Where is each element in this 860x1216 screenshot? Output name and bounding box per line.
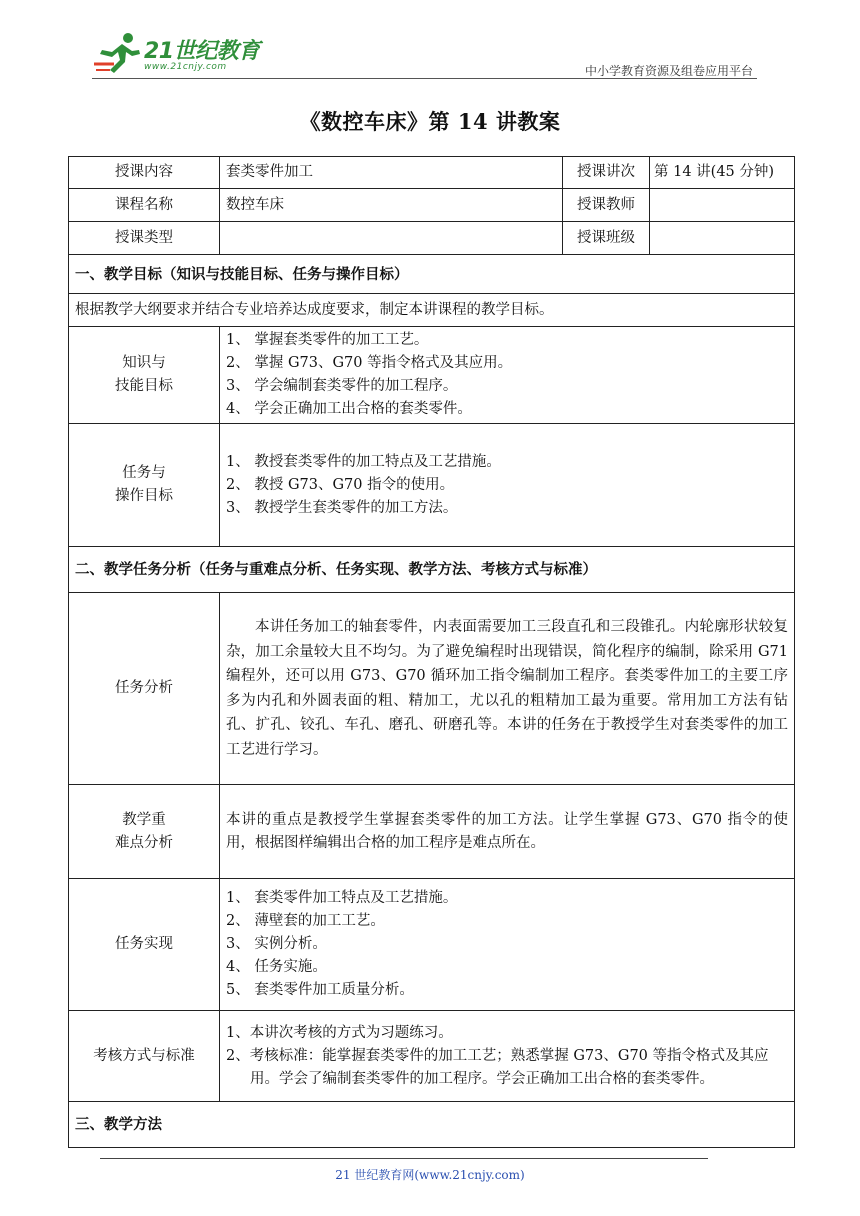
list-item: 1、 套类零件加工特点及工艺措施。 <box>226 890 458 906</box>
list-item: 3、 学会编制套类零件的加工程序。 <box>226 378 458 394</box>
assessment-list <box>226 1022 788 1091</box>
list-item: 1、本讲次考核的方式为习题练习。 <box>226 1024 453 1041</box>
platform-name: 中小学教育资源及组卷应用平台 <box>584 64 753 78</box>
info-label: 授课类型 <box>69 222 220 255</box>
logo <box>92 30 292 78</box>
key-points-row <box>69 785 795 879</box>
info-value <box>220 222 563 255</box>
info-value: 第 14 讲(45 分钟) <box>650 157 795 189</box>
label-line: 知识与 <box>122 355 166 371</box>
page-header <box>92 30 757 80</box>
task-goal-content <box>220 424 795 547</box>
section2-heading: 二、教学任务分析（任务与重难点分析、任务实现、教学方法、考核方式与标准） <box>69 547 795 593</box>
task-goal-row <box>69 424 795 547</box>
implementation-content <box>220 879 795 1011</box>
label-line: 任务与 <box>122 465 166 481</box>
list-item: 2、 掌握 G73、G70 等指令格式及其应用。 <box>226 355 513 371</box>
info-label: 授课讲次 <box>563 157 650 189</box>
section1-heading: 一、教学目标（知识与技能目标、任务与操作目标） <box>69 255 795 294</box>
info-row <box>69 222 795 255</box>
task-analysis-label: 任务分析 <box>69 593 220 785</box>
list-item: 4、 学会正确加工出合格的套类零件。 <box>226 401 472 417</box>
assessment-content <box>220 1011 795 1102</box>
info-label: 授课内容 <box>69 157 220 189</box>
task-goal-label <box>69 424 220 547</box>
section3-heading: 三、教学方法 <box>69 1102 795 1148</box>
label-line: 难点分析 <box>115 834 173 851</box>
info-value <box>650 222 795 255</box>
list-item: 2、 薄壁套的加工工艺。 <box>226 913 385 929</box>
lesson-plan-table <box>68 156 795 1148</box>
page-title: 《数控车床》第 14 讲教案 <box>299 109 561 134</box>
knowledge-goal-list <box>226 329 788 421</box>
section-heading-row <box>69 1102 795 1148</box>
list-item: 3、 实例分析。 <box>226 936 327 952</box>
knowledge-goal-label <box>69 327 220 424</box>
label-line: 技能目标 <box>115 378 173 394</box>
info-value: 套类零件加工 <box>220 157 563 189</box>
assessment-row <box>69 1011 795 1102</box>
knowledge-goal-row <box>69 327 795 424</box>
list-item: 2、 教授 G73、G70 指令的使用。 <box>226 476 455 493</box>
footer-text: 21 世纪教育网(www.21cnjy.com) <box>335 1168 525 1182</box>
intro-row <box>69 294 795 327</box>
task-goal-list <box>226 451 788 520</box>
list-item: 1、 掌握套类零件的加工工艺。 <box>226 332 429 348</box>
info-row <box>69 189 795 222</box>
knowledge-goal-content <box>220 327 795 424</box>
task-analysis-row <box>69 593 795 785</box>
section-heading-row <box>69 255 795 294</box>
runner-logo-icon <box>92 30 144 76</box>
header-divider <box>92 78 757 79</box>
footer-divider <box>100 1158 708 1159</box>
list-item: 4、 任务实施。 <box>226 959 327 975</box>
logo-text: 21世纪教育 <box>144 39 260 64</box>
implementation-label: 任务实现 <box>69 879 220 1011</box>
section-heading-row <box>69 547 795 593</box>
assessment-label: 考核方式与标准 <box>69 1011 220 1102</box>
key-points-text: 本讲的重点是教授学生掌握套类零件的加工方法。让学生掌握 G73、G70 指令的使用，根据图样编辑出合格的加工程序是难点所在。 <box>220 785 795 879</box>
section1-intro: 根据教学大纲要求并结合专业培养达成度要求，制定本讲课程的教学目标。 <box>69 294 795 327</box>
list-item: 1、 教授套类零件的加工特点及工艺措施。 <box>226 453 501 470</box>
implementation-row <box>69 879 795 1011</box>
task-analysis-text: 本讲任务加工的轴套零件，内表面需要加工三段直孔和三段锥孔。内轮廓形状较复杂，加工余量较大且不均匀。为了避免编程时出现错误，简化程序的编制，除采用 G71 编程外，还可以用 G73、G70 循环加工指令编制加工程序。套类零件加工的主要工序多为内孔和外圆表面的粗、精加工，尤以孔的粗精加工最为重要。常用加工方法有钻孔、扩孔、铰孔、车孔、磨孔、研磨孔等。本讲的任务在于教授学生对套类零件的加工工艺进行学习。 <box>226 619 788 758</box>
label-line: 教学重 <box>122 811 166 828</box>
list-item: 3、 教授学生套类零件的加工方法。 <box>226 499 458 516</box>
task-analysis-content <box>220 593 795 785</box>
info-label: 授课教师 <box>563 189 650 222</box>
info-row <box>69 157 795 189</box>
info-value: 数控车床 <box>220 189 563 222</box>
logo-url: www.21cnjy.com <box>144 62 227 72</box>
info-label: 课程名称 <box>69 189 220 222</box>
implementation-list <box>226 887 788 1002</box>
info-value <box>650 189 795 222</box>
label-line: 操作目标 <box>115 488 173 504</box>
key-points-label <box>69 785 220 879</box>
list-item: 2、考核标准：能掌握套类零件的加工工艺；熟悉掌握 G73、G70 等指令格式及其应用。学会了编制套类零件的加工程序。学会正确加工出合格的套类零件。 <box>226 1047 769 1087</box>
list-item: 5、 套类零件加工质量分析。 <box>226 982 414 998</box>
info-label: 授课班级 <box>563 222 650 255</box>
